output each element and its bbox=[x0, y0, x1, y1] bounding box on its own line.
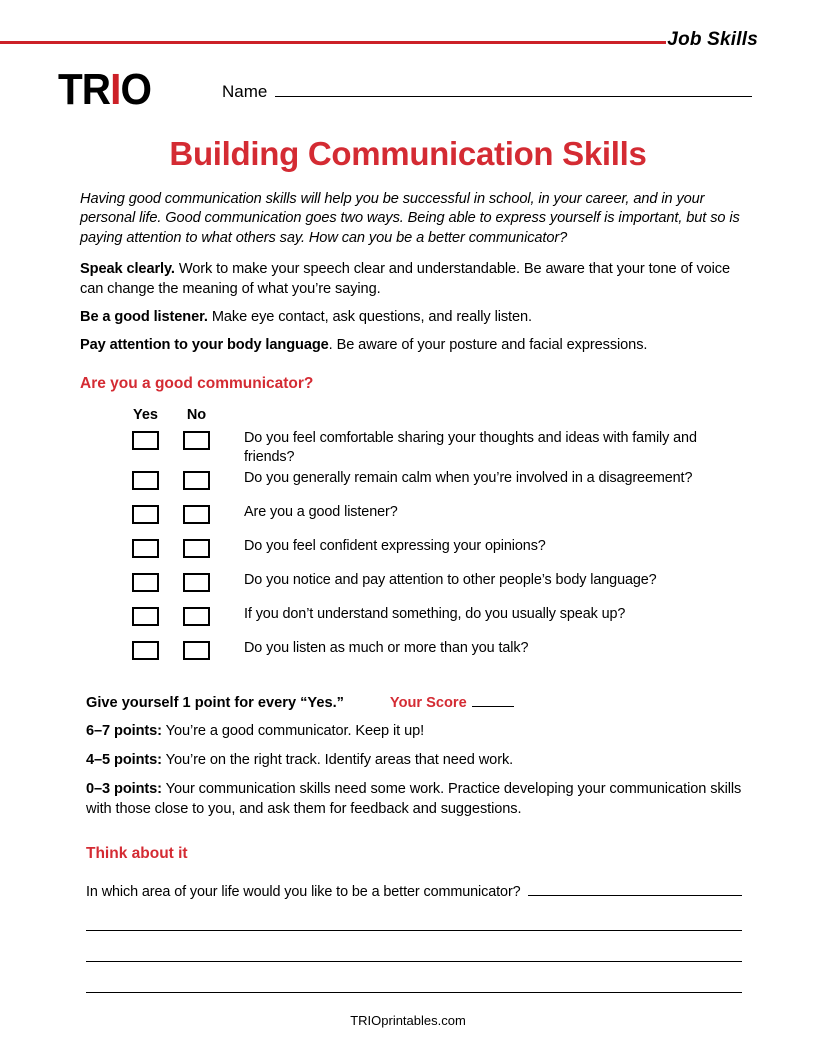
checkbox-no[interactable] bbox=[183, 539, 210, 558]
name-label: Name bbox=[222, 82, 268, 101]
quiz-row bbox=[120, 428, 742, 468]
score-band-range: 6–7 points: bbox=[86, 722, 162, 739]
checkbox-yes[interactable] bbox=[132, 573, 159, 592]
quiz-question-text: Do you listen as much or more than you talk? bbox=[244, 639, 529, 656]
page-header bbox=[0, 0, 816, 64]
think-about-it-heading: Think about it bbox=[86, 845, 188, 863]
no-cell bbox=[171, 468, 222, 490]
trio-logo bbox=[58, 65, 152, 114]
no-cell bbox=[171, 428, 222, 450]
checkbox-no[interactable] bbox=[183, 505, 210, 524]
page-title: Building Communication Skills bbox=[169, 135, 647, 172]
yes-cell bbox=[120, 604, 171, 626]
checkbox-no[interactable] bbox=[183, 573, 210, 592]
tip-item bbox=[80, 260, 742, 299]
checkbox-no[interactable] bbox=[183, 471, 210, 490]
reflection-answer-line[interactable] bbox=[86, 917, 742, 931]
your-score-label: Your Score bbox=[389, 694, 467, 711]
yes-cell bbox=[120, 502, 171, 524]
quiz-row bbox=[120, 638, 742, 672]
quiz-question-text: Are you a good listener? bbox=[244, 503, 398, 520]
checkbox-no[interactable] bbox=[183, 607, 210, 626]
quiz-question-text: Do you notice and pay attention to other people’s body language? bbox=[244, 571, 657, 588]
column-header-yes: Yes bbox=[133, 406, 158, 423]
quiz-question-text: Do you generally remain calm when you’re involved in a disagreement? bbox=[244, 469, 693, 486]
yes-cell bbox=[120, 468, 171, 490]
no-cell bbox=[171, 604, 222, 626]
tip-lead: Be a good listener. bbox=[80, 309, 208, 326]
score-band-range: 0–3 points: bbox=[86, 781, 162, 798]
column-header-no: No bbox=[186, 406, 207, 423]
score-band bbox=[86, 751, 742, 770]
no-cell bbox=[171, 502, 222, 524]
tip-lead: Speak clearly. bbox=[80, 261, 175, 278]
reflection-answer-line[interactable] bbox=[86, 979, 742, 993]
checkbox-yes[interactable] bbox=[132, 539, 159, 558]
checkbox-yes[interactable] bbox=[132, 431, 159, 450]
checkbox-no[interactable] bbox=[183, 431, 210, 450]
tip-rest: Make eye contact, ask questions, and really listen. bbox=[207, 309, 533, 326]
score-band-text: Your communication skills need some work. Practice developing your communication skills with those close to you, and ask them for feedback and suggestions. bbox=[86, 781, 742, 817]
yes-cell bbox=[120, 536, 171, 558]
worksheet-body bbox=[80, 190, 742, 993]
tip-rest: Work to make your speech clear and understandable. Be aware that your tone of voice can change the meaning of what you’re saying. bbox=[80, 261, 731, 297]
checkbox-yes[interactable] bbox=[132, 641, 159, 660]
tip-rest: . Be aware of your posture and facial expressions. bbox=[328, 337, 648, 354]
your-score-input[interactable] bbox=[472, 694, 514, 707]
logo-accent-letter: I bbox=[110, 65, 121, 114]
logo-text-post: O bbox=[120, 65, 152, 114]
tip-item bbox=[80, 308, 742, 327]
score-band-range: 4–5 points: bbox=[86, 752, 162, 769]
checkbox-yes[interactable] bbox=[132, 505, 159, 524]
reflection-prompt: In which area of your life would you like to be a better communicator? bbox=[86, 884, 521, 901]
name-field-row bbox=[222, 82, 752, 102]
logo-text-pre: TR bbox=[58, 65, 111, 114]
reflection-answer-line[interactable] bbox=[528, 882, 742, 896]
score-band bbox=[86, 722, 742, 741]
reflection-answer-line[interactable] bbox=[86, 948, 742, 962]
quiz-heading: Are you a good communicator? bbox=[80, 374, 314, 392]
quiz-question-text: Do you feel comfortable sharing your thoughts and ideas with family and friends? bbox=[244, 429, 697, 466]
quiz-question-text: If you don’t understand something, do you usually speak up? bbox=[244, 605, 626, 622]
tip-item bbox=[80, 336, 742, 355]
yes-cell bbox=[120, 570, 171, 592]
no-cell bbox=[171, 638, 222, 660]
checkbox-no[interactable] bbox=[183, 641, 210, 660]
category-label: Job Skills bbox=[667, 29, 758, 50]
quiz-question-text: Do you feel confident expressing your opinions? bbox=[244, 537, 546, 554]
score-band bbox=[86, 780, 742, 819]
quiz-column-headers bbox=[120, 407, 742, 423]
quiz-section bbox=[80, 407, 742, 672]
yes-cell bbox=[120, 428, 171, 450]
header-rule bbox=[0, 41, 666, 44]
quiz-row bbox=[120, 536, 742, 570]
yes-cell bbox=[120, 638, 171, 660]
quiz-row bbox=[120, 604, 742, 638]
intro-paragraph: Having good communication skills will help you be successful in school, in your career, and in your personal life. Good communication goes two ways. Being able to express yourself is important, but so is paying attention to what others say. How can you be a better communicator? bbox=[80, 191, 740, 246]
score-band-text: You’re on the right track. Identify areas that need work. bbox=[161, 752, 514, 769]
checkbox-yes[interactable] bbox=[132, 471, 159, 490]
score-instruction-row bbox=[86, 694, 742, 711]
quiz-row bbox=[120, 468, 742, 502]
footer-site-label: TRIOprintables.com bbox=[350, 1013, 466, 1028]
score-band-text: You’re a good communicator. Keep it up! bbox=[161, 722, 425, 739]
checkbox-yes[interactable] bbox=[132, 607, 159, 626]
name-input-line[interactable] bbox=[275, 83, 752, 97]
quiz-row bbox=[120, 502, 742, 536]
scoring-section bbox=[86, 694, 742, 820]
tip-lead: Pay attention to your body language bbox=[80, 337, 329, 354]
no-cell bbox=[171, 570, 222, 592]
no-cell bbox=[171, 536, 222, 558]
quiz-row bbox=[120, 570, 742, 604]
reflection-prompt-row bbox=[86, 882, 742, 900]
score-instruction: Give yourself 1 point for every “Yes.” bbox=[86, 694, 344, 711]
